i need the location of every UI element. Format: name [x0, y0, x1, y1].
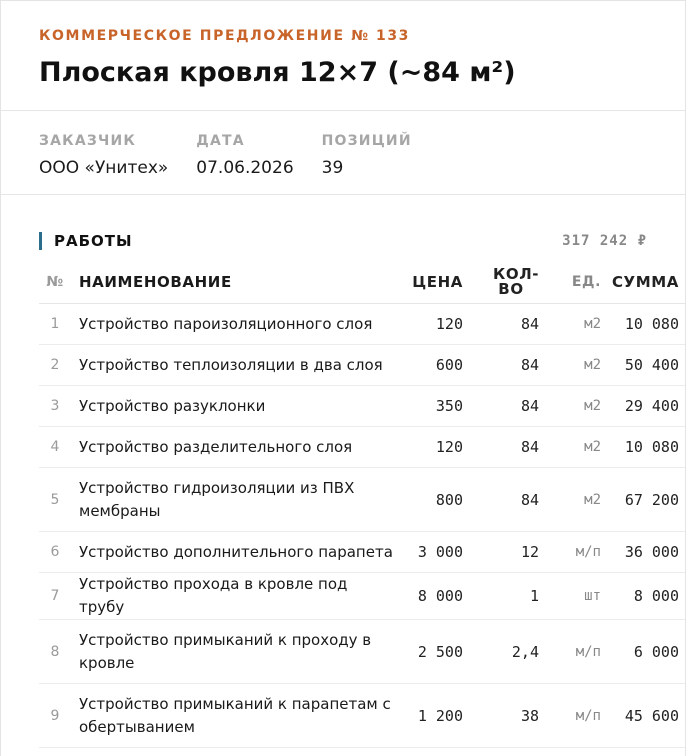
row-price: 120	[395, 427, 463, 468]
row-qty: 12	[463, 532, 539, 573]
row-qty: 38	[463, 684, 539, 748]
row-sum: 10 080	[601, 304, 686, 345]
row-name: Устройство гидроизоляции из ПВХ мембраны	[71, 468, 395, 532]
row-price: 350	[395, 386, 463, 427]
works-table-body	[39, 304, 686, 748]
row-num: 8	[39, 620, 71, 684]
row-name: Устройство разуклонки	[71, 386, 395, 427]
table-row	[39, 532, 686, 573]
row-sum: 8 000	[601, 573, 686, 620]
row-name: Устройство примыканий к проходу в кровле	[71, 620, 395, 684]
row-unit: шт	[539, 573, 601, 620]
row-num: 1	[39, 304, 71, 345]
row-num: 6	[39, 532, 71, 573]
row-name: Устройство дополнительного парапета	[71, 532, 395, 573]
table-row	[39, 468, 686, 532]
row-price: 600	[395, 345, 463, 386]
header-qty-label: КОЛ-ВО	[493, 265, 540, 298]
row-unit: м2	[539, 345, 601, 386]
table-row	[39, 427, 686, 468]
row-price: 1 200	[395, 684, 463, 748]
meta-date-value: 07.06.2026	[196, 158, 294, 178]
row-unit: м/п	[539, 532, 601, 573]
row-price: 2 500	[395, 620, 463, 684]
row-sum: 50 400	[601, 345, 686, 386]
works-section-total: 317 242 ₽	[562, 233, 647, 249]
row-num: 3	[39, 386, 71, 427]
works-section-title	[39, 232, 133, 250]
row-unit: м/п	[539, 620, 601, 684]
meta-client-label: ЗАКАЗЧИК	[39, 133, 137, 149]
row-sum: 45 600	[601, 684, 686, 748]
row-num: 5	[39, 468, 71, 532]
row-price: 3 000	[395, 532, 463, 573]
works-section-header	[39, 231, 647, 251]
row-qty: 1	[463, 573, 539, 620]
row-num: 9	[39, 684, 71, 748]
row-unit: м2	[539, 304, 601, 345]
row-unit: м2	[539, 386, 601, 427]
works-section	[1, 195, 685, 748]
row-sum: 6 000	[601, 620, 686, 684]
offer-title: Плоская кровля 12×7 (~84 м²)	[39, 57, 516, 88]
row-num: 2	[39, 345, 71, 386]
row-sum: 67 200	[601, 468, 686, 532]
row-num: 7	[39, 573, 71, 620]
offer-meta	[1, 111, 685, 195]
row-name: Устройство разделительного слоя	[71, 427, 395, 468]
table-row	[39, 620, 686, 684]
meta-positions	[322, 133, 412, 194]
table-row	[39, 304, 686, 345]
meta-positions-value: 39	[321, 158, 344, 178]
meta-date	[196, 133, 293, 194]
row-qty: 84	[463, 427, 539, 468]
row-unit: м/п	[539, 684, 601, 748]
row-sum: 10 080	[601, 427, 686, 468]
row-qty: 84	[463, 386, 539, 427]
row-name: Устройство примыканий к парапетам с обертыванием	[71, 684, 395, 748]
header-name: НАИМЕНОВАНИЕ	[71, 261, 395, 304]
row-sum: 29 400	[601, 386, 686, 427]
row-price: 120	[395, 304, 463, 345]
row-qty: 84	[463, 345, 539, 386]
works-section-label: РАБОТЫ	[54, 232, 133, 250]
row-price: 8 000	[395, 573, 463, 620]
row-sum: 36 000	[601, 532, 686, 573]
table-row	[39, 345, 686, 386]
row-unit: м2	[539, 468, 601, 532]
meta-client-value: ООО «Унитех»	[39, 158, 169, 178]
meta-positions-label: ПОЗИЦИЙ	[321, 133, 412, 149]
row-qty: 84	[463, 468, 539, 532]
offer-number-label: КОММЕРЧЕСКОЕ ПРЕДЛОЖЕНИЕ № 133	[39, 28, 411, 44]
table-row	[39, 386, 686, 427]
header-num: №	[39, 261, 71, 304]
row-name: Устройство теплоизоляции в два слоя	[71, 345, 395, 386]
section-accent-bar	[39, 232, 42, 250]
header-price: ЦЕНА	[395, 261, 463, 304]
header-qty	[463, 261, 539, 304]
meta-client	[39, 133, 168, 194]
row-qty: 2,4	[463, 620, 539, 684]
row-unit: м2	[539, 427, 601, 468]
works-table	[39, 261, 686, 748]
row-name: Устройство прохода в кровле под трубу	[71, 573, 395, 620]
header-unit: ЕД.	[539, 261, 601, 304]
row-price: 800	[395, 468, 463, 532]
offer-header	[1, 1, 685, 111]
table-row	[39, 573, 686, 620]
table-header-row	[39, 261, 686, 304]
meta-date-label: ДАТА	[196, 133, 245, 149]
header-sum: СУММА	[601, 261, 686, 304]
row-name: Устройство пароизоляционного слоя	[71, 304, 395, 345]
table-row	[39, 684, 686, 748]
row-qty: 84	[463, 304, 539, 345]
row-num: 4	[39, 427, 71, 468]
